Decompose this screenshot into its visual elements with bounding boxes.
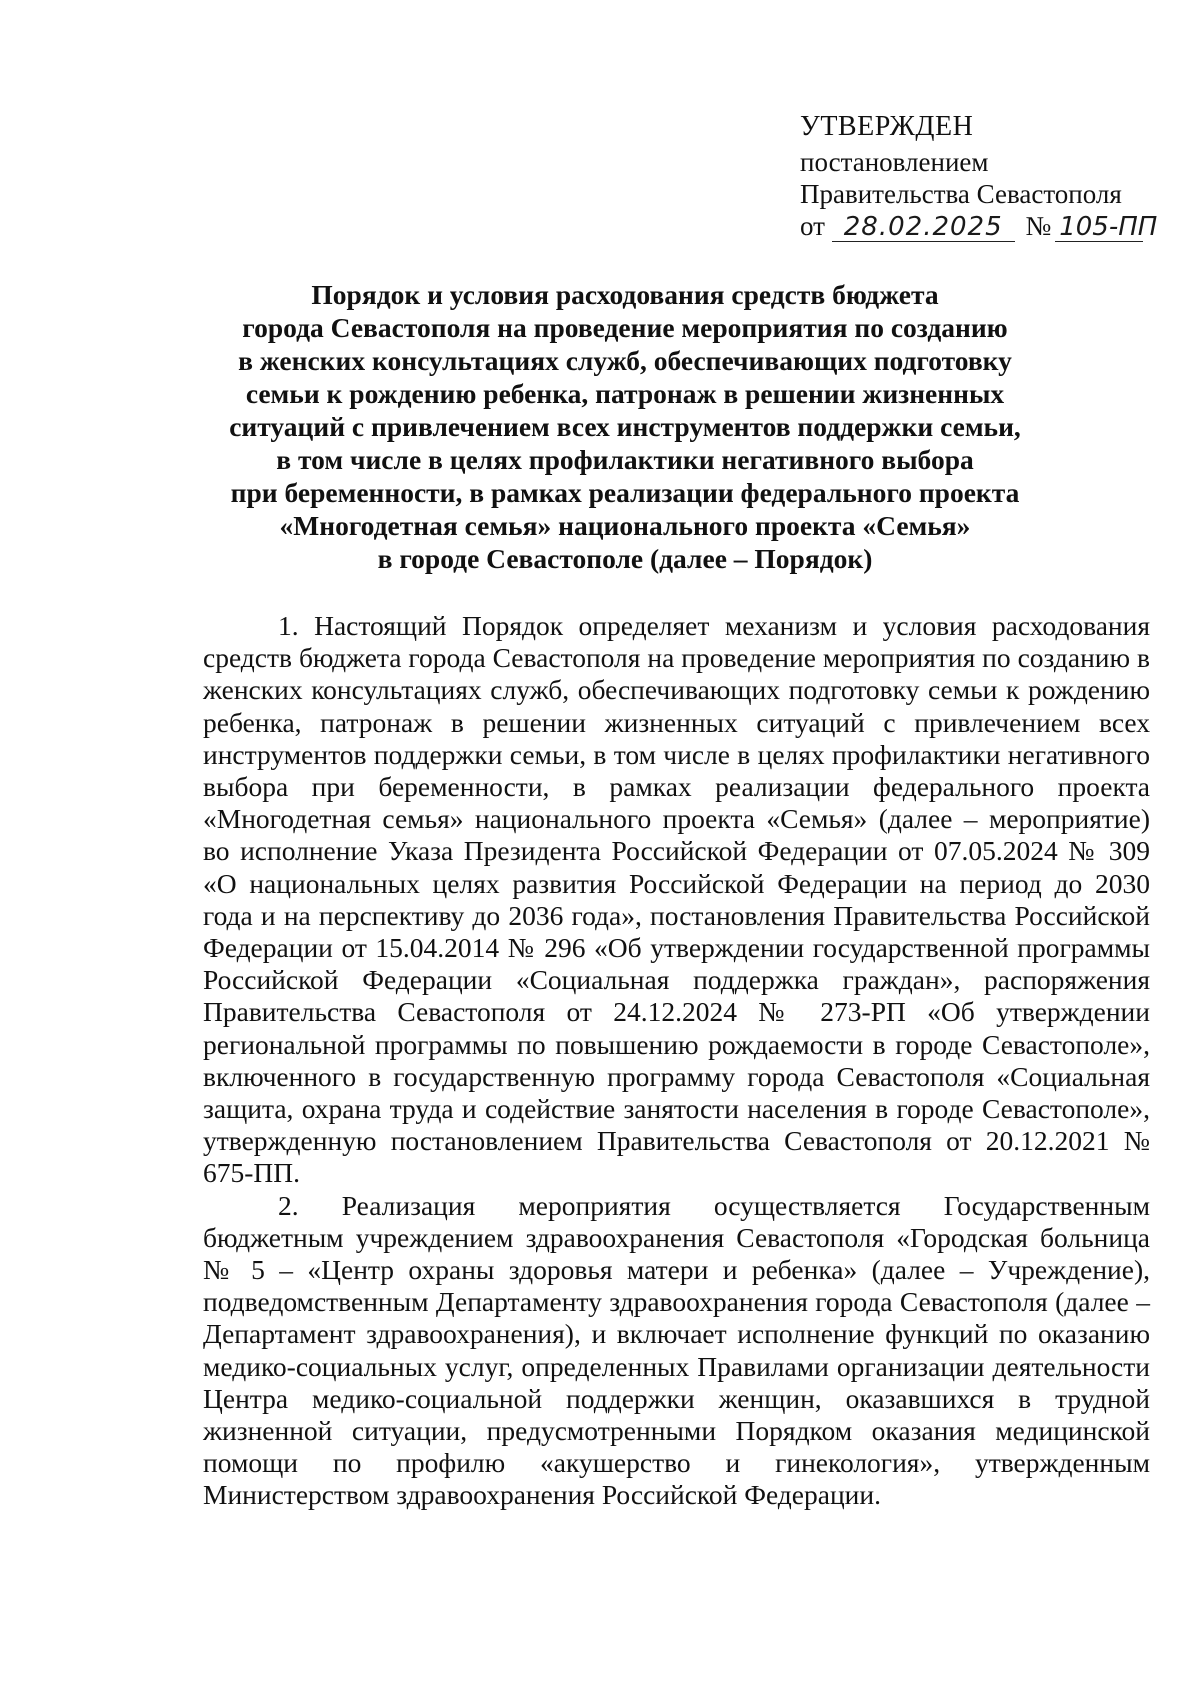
title-line: в женских консультациях служб, обеспечивающих подготовку bbox=[238, 345, 1012, 376]
approval-heading: УТВЕРЖДЕН bbox=[800, 111, 974, 142]
approval-line-2: Правительства Севастополя bbox=[800, 179, 1122, 209]
title-line: в городе Севастополе (далее – Порядок) bbox=[377, 543, 873, 574]
paragraph-2: 2. Реализация мероприятия осуществляется Государственным бюджетным учреждением здравоохранения Севастополя «Городская больница № 5 – «Центр охраны здоровья матери и ребенка» (далее – Учреждение), подведомственным Департаменту здравоохранения города Севастополя (далее – Департамент здравоохранения), и включает исполнение функций по оказанию медико-социальных услуг, определенных Правилами организации деятельности Центра медико-социальной поддержки женщин, оказавшихся в трудной жизненной ситуации, предусмотренными Порядком оказания медицинской помощи по профилю «акушерство и гинекология», утвержденным Министерством здравоохранения Российской Федерации. bbox=[203, 1189, 1150, 1511]
title-line: Порядок и условия расходования средств бюджета bbox=[311, 279, 939, 310]
title-line: «Многодетная семья» национального проекта «Семья» bbox=[279, 510, 971, 541]
document-body bbox=[203, 610, 1150, 1512]
title-line: в том числе в целях профилактики негативного выбора bbox=[276, 444, 974, 475]
paragraph-1: 1. Настоящий Порядок определяет механизм и условия расходования средств бюджета города Севастополя на проведение мероприятия по созданию в женских консультациях служб, обеспечивающих подготовку семьи к рождению ребенка, патронаж в решении жизненных ситуаций с привлечением всех инструментов поддержки семьи, в том числе в целях профилактики негативного выбора при беременности, в рамках реализации федерального проекта «Многодетная семья» национального проекта «Семья» (далее – мероприятие) во исполнение Указа Президента Российской Федерации от 07.05.2024 № 309 «О национальных целях развития Российской Федерации на период до 2030 года и на перспективу до 2036 года», постановления Правительства Российской Федерации от 15.04.2014 № 296 «Об утверждении государственной программы Российской Федерации «Социальная поддержка граждан», распоряжения Правительства Севастополя от 24.12.2024 № 273-РП «Об утверждении региональной программы по повышению рождаемости в городе Севастополе», включенного в государственную программу города Севастополя «Социальная защита, охрана труда и содействие занятости населения в городе Севастополе», утвержденную постановлением Правительства Севастополя от 20.12.2021 № 675-ПП. bbox=[203, 610, 1150, 1189]
approval-date-line bbox=[800, 210, 1160, 242]
document-title bbox=[190, 278, 1060, 575]
approval-block bbox=[800, 110, 1160, 242]
number-sign: № bbox=[1025, 211, 1052, 241]
title-line: при беременности, в рамках реализации федерального проекта bbox=[230, 477, 1020, 508]
date-prefix: от bbox=[800, 211, 825, 241]
title-line: города Севастополя на проведение мероприятия по созданию bbox=[242, 312, 1008, 343]
title-line: семьи к рождению ребенка, патронаж в решении жизненных bbox=[245, 378, 1005, 409]
handwritten-number: 105-ПП bbox=[1055, 213, 1143, 242]
approval-line-1: постановлением bbox=[800, 147, 989, 177]
handwritten-date: 28.02.2025 bbox=[832, 213, 1015, 242]
title-line: ситуаций с привлечением всех инструментов поддержки семьи, bbox=[229, 411, 1021, 442]
